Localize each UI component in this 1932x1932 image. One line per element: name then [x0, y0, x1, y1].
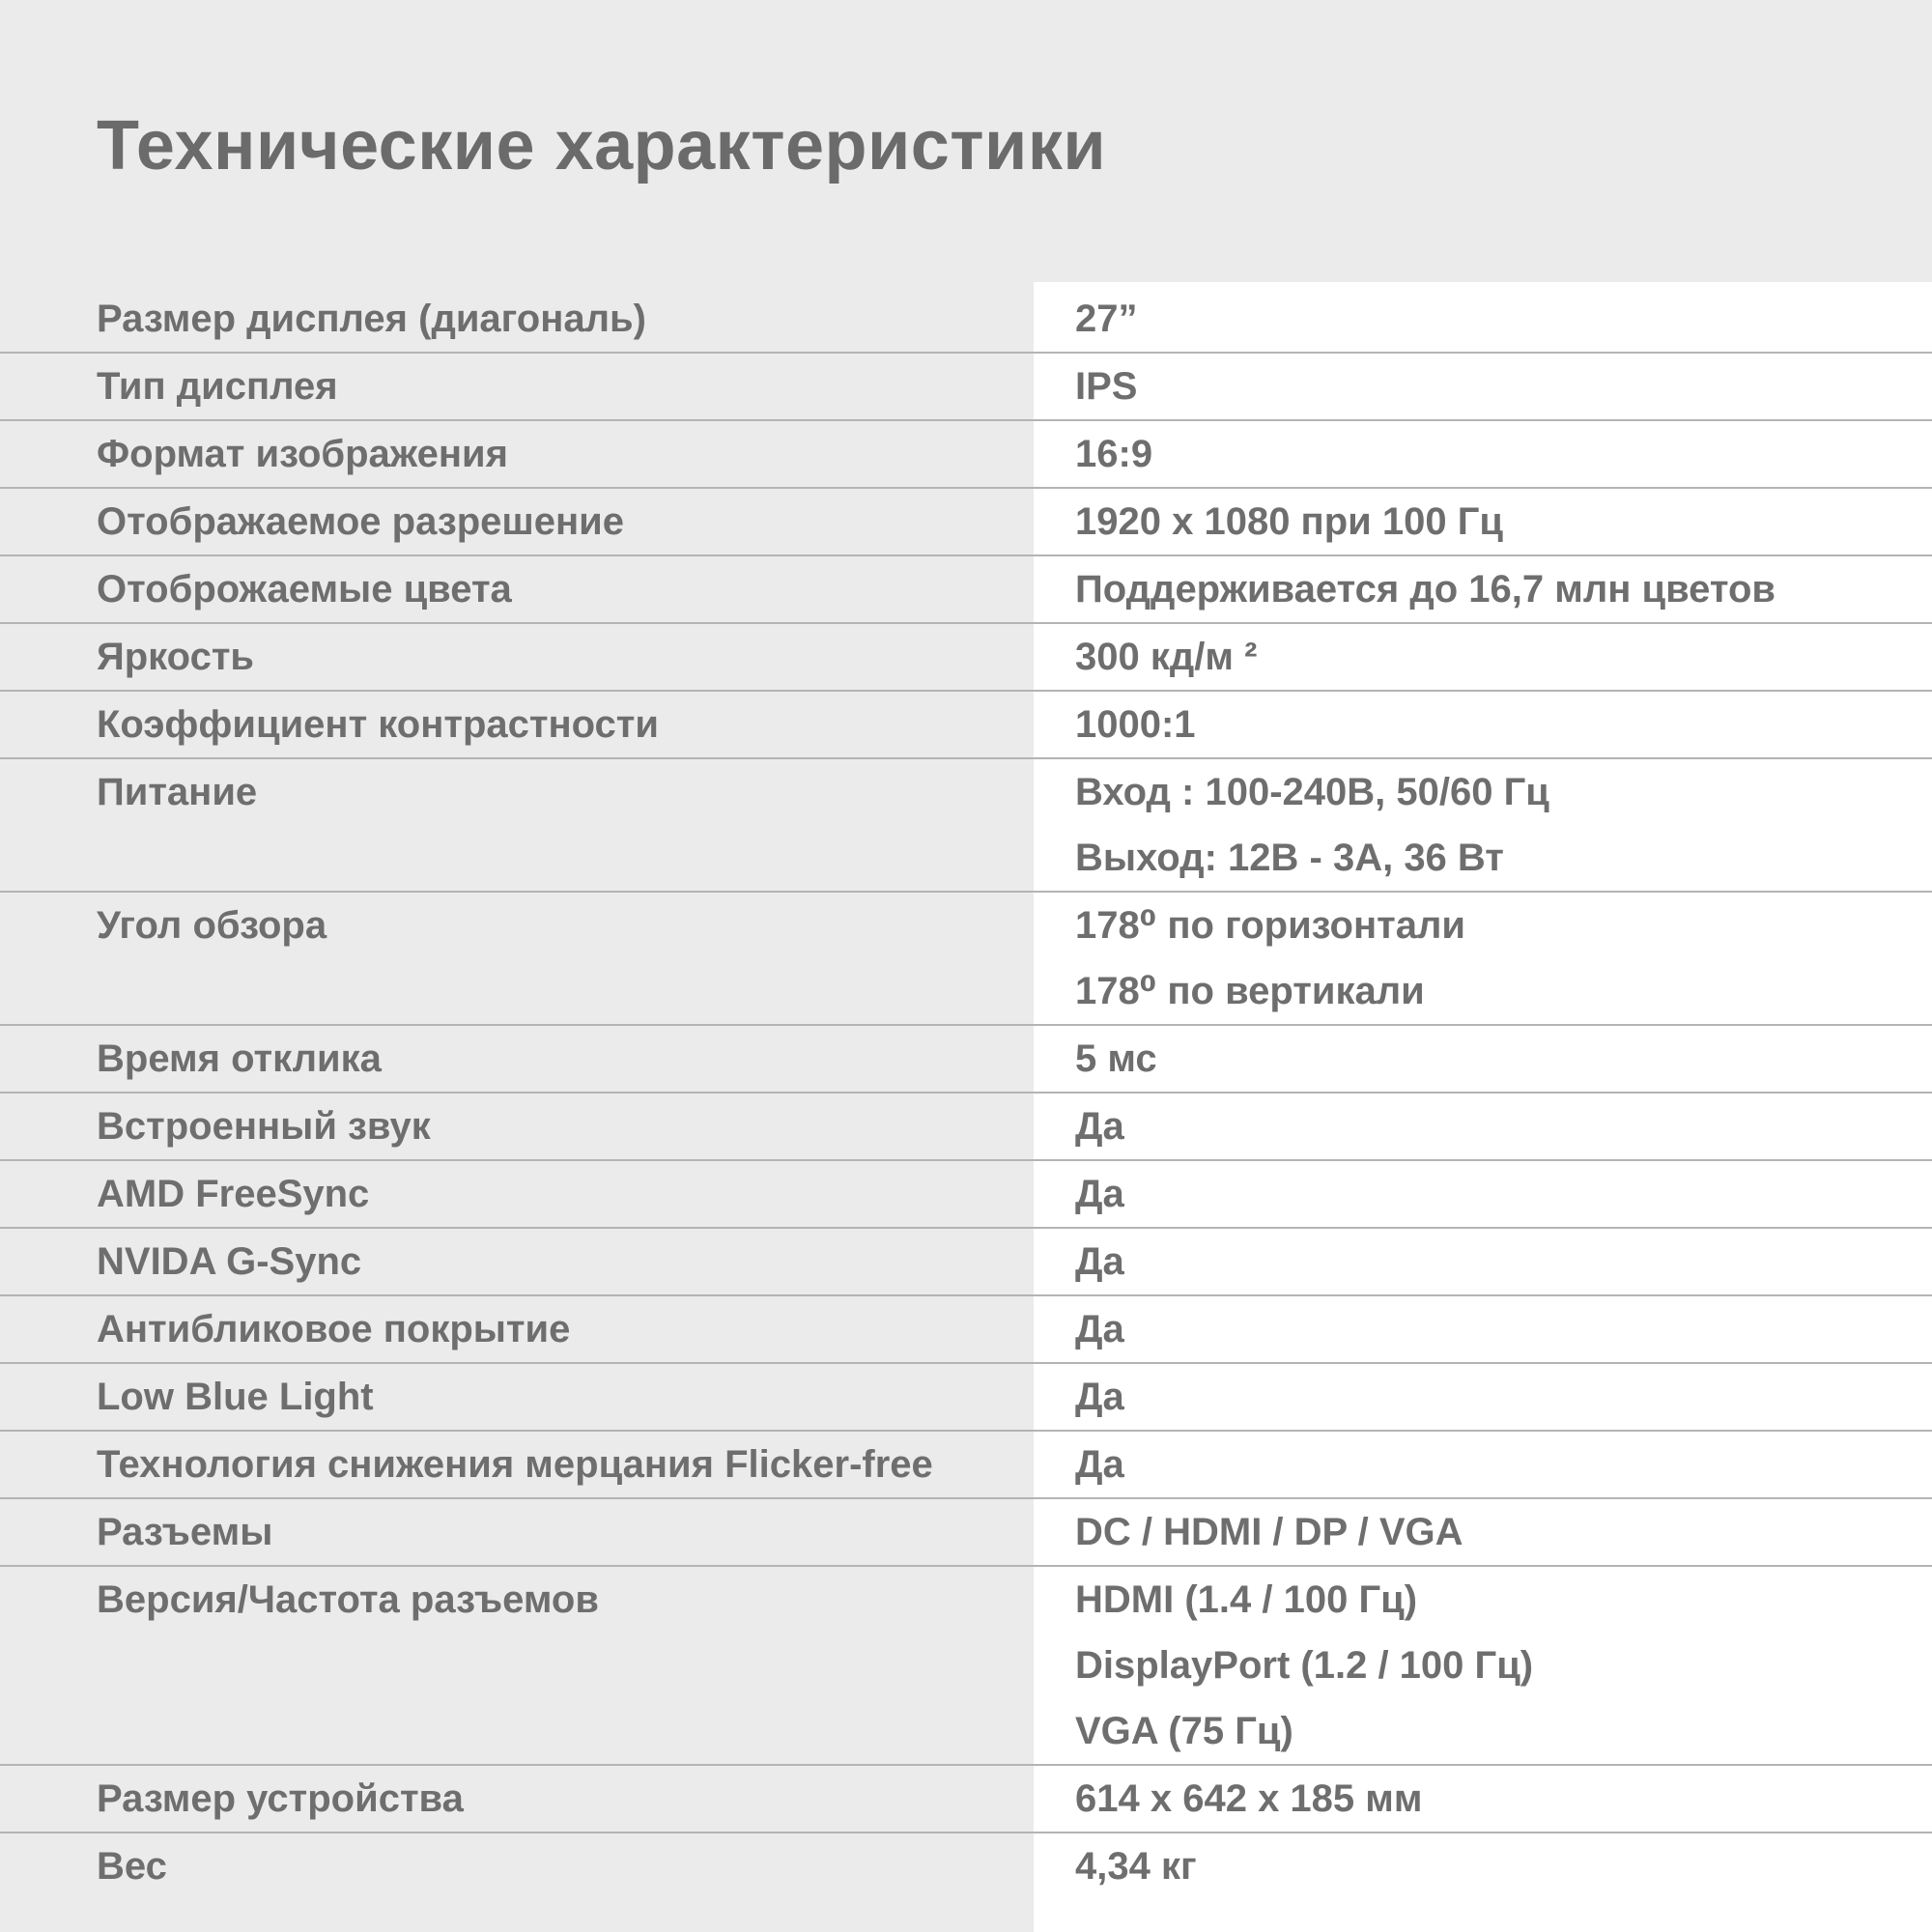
- spec-row: [0, 1094, 1932, 1161]
- spec-values: [1075, 624, 1932, 690]
- spec-value: Вход : 100-240В, 50/60 Гц: [1075, 771, 1549, 813]
- spec-row: [0, 624, 1932, 692]
- spec-values: [1075, 1364, 1932, 1430]
- spec-row: [0, 1432, 1932, 1499]
- spec-value: 5 мс: [1075, 1037, 1157, 1080]
- spec-row: [0, 692, 1932, 759]
- spec-values: [1075, 556, 1932, 622]
- spec-label: Формат изображения: [97, 433, 508, 475]
- spec-label: Разъемы: [97, 1511, 273, 1553]
- spec-value: DC / HDMI / DP / VGA: [1075, 1511, 1463, 1553]
- spec-row: [0, 1567, 1932, 1766]
- spec-values: [1075, 759, 1932, 891]
- spec-values: [1075, 1296, 1932, 1362]
- spec-label: AMD FreeSync: [97, 1173, 370, 1215]
- spec-values: [1075, 1229, 1932, 1294]
- spec-value: Выход: 12В - 3А, 36 Вт: [1075, 837, 1504, 879]
- spec-values: [1075, 1499, 1932, 1565]
- spec-row: [0, 556, 1932, 624]
- spec-value: 4,34 кг: [1075, 1845, 1197, 1888]
- spec-row: [0, 1161, 1932, 1229]
- spec-value: IPS: [1075, 365, 1138, 408]
- spec-row: [0, 1364, 1932, 1432]
- spec-label: Размер дисплея (диагональ): [97, 298, 646, 340]
- spec-row: [0, 1296, 1932, 1364]
- spec-row: [0, 893, 1932, 1026]
- spec-label: Low Blue Light: [97, 1376, 374, 1418]
- spec-row: [0, 286, 1932, 354]
- spec-row: [0, 1229, 1932, 1296]
- spec-value: 178⁰ по горизонтали: [1075, 904, 1465, 947]
- spec-row: [0, 1499, 1932, 1567]
- spec-values: [1075, 286, 1932, 352]
- spec-row: [0, 759, 1932, 893]
- spec-value: Поддерживается до 16,7 млн цветов: [1075, 568, 1776, 611]
- spec-values: [1075, 489, 1932, 554]
- spec-values: [1075, 1161, 1932, 1227]
- spec-value: 1920 x 1080 при 100 Гц: [1075, 500, 1503, 543]
- spec-label: Размер устройства: [97, 1777, 464, 1820]
- spec-values: [1075, 1567, 1932, 1764]
- spec-value: Да: [1075, 1308, 1124, 1350]
- spec-value: 178⁰ по вертикали: [1075, 970, 1425, 1012]
- spec-value: Да: [1075, 1105, 1124, 1148]
- spec-value: 16:9: [1075, 433, 1153, 475]
- spec-values: [1075, 1833, 1932, 1899]
- spec-label: Отоброжаемые цвета: [97, 568, 512, 611]
- spec-value: Да: [1075, 1443, 1124, 1486]
- spec-value: 1000:1: [1075, 703, 1196, 746]
- spec-values: [1075, 1432, 1932, 1497]
- spec-value: Да: [1075, 1173, 1124, 1215]
- spec-values: [1075, 893, 1932, 1024]
- spec-label: Питание: [97, 771, 258, 813]
- spec-row: [0, 1766, 1932, 1833]
- spec-label: Антибликовое покрытие: [97, 1308, 571, 1350]
- spec-values: [1075, 692, 1932, 757]
- spec-label: Время отклика: [97, 1037, 382, 1080]
- spec-values: [1075, 421, 1932, 487]
- spec-value: VGA (75 Гц): [1075, 1710, 1293, 1752]
- spec-value: HDMI (1.4 / 100 Гц): [1075, 1578, 1418, 1621]
- spec-values: [1075, 1094, 1932, 1159]
- spec-label: Технология снижения мерцания Flicker-free: [97, 1443, 933, 1486]
- spec-table: [0, 286, 1932, 1899]
- spec-row: [0, 421, 1932, 489]
- spec-values: [1075, 1026, 1932, 1092]
- spec-row: [0, 354, 1932, 421]
- spec-label: Отображаемое разрешение: [97, 500, 624, 543]
- spec-label: Встроенный звук: [97, 1105, 431, 1148]
- spec-label: Вес: [97, 1845, 167, 1888]
- spec-row: [0, 1833, 1932, 1899]
- spec-label: Яркость: [97, 636, 255, 678]
- spec-row: [0, 489, 1932, 556]
- page-title: Технические характеристики: [97, 107, 1107, 185]
- spec-value: 614 x 642 x 185 мм: [1075, 1777, 1423, 1820]
- spec-label: Версия/Частота разъемов: [97, 1578, 599, 1621]
- spec-value: 300 кд/м ²: [1075, 636, 1258, 678]
- spec-value: DisplayPort (1.2 / 100 Гц): [1075, 1644, 1534, 1687]
- spec-label: Коэффициент контрастности: [97, 703, 659, 746]
- spec-label: Угол обзора: [97, 904, 327, 947]
- spec-values: [1075, 354, 1932, 419]
- spec-value: Да: [1075, 1376, 1124, 1418]
- spec-label: Тип дисплея: [97, 365, 338, 408]
- spec-value: Да: [1075, 1240, 1124, 1283]
- spec-label: NVIDA G-Sync: [97, 1240, 362, 1283]
- spec-row: [0, 1026, 1932, 1094]
- spec-value: 27”: [1075, 298, 1138, 340]
- spec-values: [1075, 1766, 1932, 1832]
